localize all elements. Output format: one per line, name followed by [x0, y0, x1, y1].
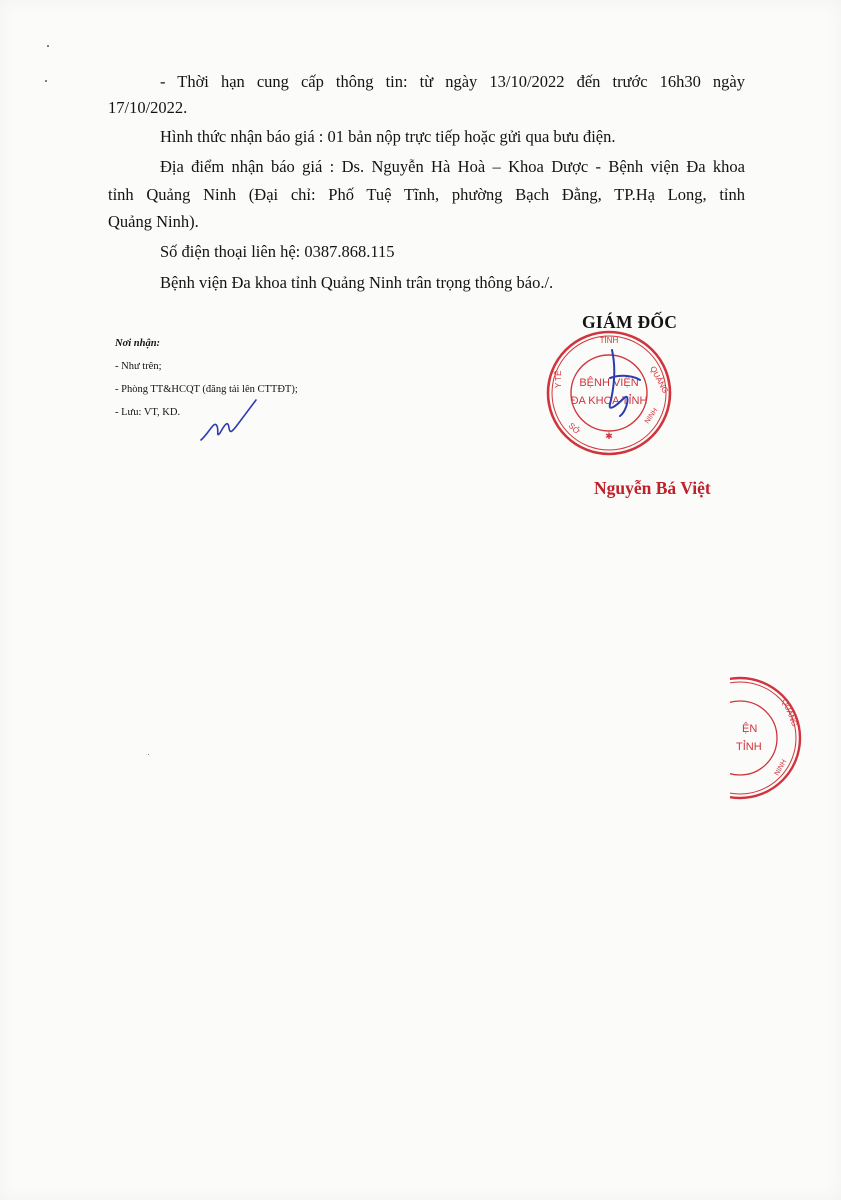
receipt-form: Hình thức nhận báo giá : 01 bản nộp trực tiếp hoặc gửi qua bưu điện. [160, 127, 616, 146]
contact-phone: Số điện thoại liên hệ: 0387.868.115 [160, 242, 395, 261]
recipients-title: Nơi nhận: [115, 338, 161, 349]
recipient-item: - Như trên; [115, 361, 162, 372]
receipt-location-line-3: Quảng Ninh). [108, 212, 199, 231]
seal-line-2: ĐA KHOA TỈNH [570, 395, 648, 407]
deadline-line-2: 17/10/2022. [108, 98, 188, 117]
closing-statement: Bệnh viện Đa khoa tỉnh Quảng Ninh trân trọng thông báo./. [160, 273, 554, 292]
hospital-seal [544, 328, 674, 458]
partial-seal-ring-bottom: NINH [773, 758, 789, 777]
scan-speck [148, 754, 149, 755]
signature-title: GIÁM ĐỐC [582, 312, 678, 332]
seal-line-1: BỆNH VIỆN [579, 377, 639, 389]
seal-ring-bottom-right: NINH [643, 407, 660, 426]
partial-seal-ring-right: QUẢNG [780, 697, 800, 728]
seal-ring-right: QUẢNG [648, 364, 670, 395]
partial-seal-line-1: ỆN [742, 723, 758, 735]
svg-text:✱: ✱ [605, 431, 613, 441]
initials-signature [198, 398, 260, 444]
deadline-line-1: - Thời hạn cung cấp thông tin: từ ngày 13/10/2022 đến trước 16h30 ngày [160, 72, 745, 91]
recipient-item: - Phòng TT&HCQT (đăng tải lên CTTĐT); [115, 384, 298, 395]
recipient-item: - Lưu: VT, KD. [115, 407, 181, 418]
partial-seal-line-2: TỈNH [736, 741, 762, 753]
seal-ring-left: Y TẾ [554, 370, 563, 388]
receipt-location-line-2: tỉnh Quảng Ninh (Đại chỉ: Phố Tuệ Tĩnh, phường Bạch Đằng, TP.Hạ Long, tỉnh [108, 185, 745, 204]
scan-speck [47, 45, 49, 47]
seal-ring-bottom-left: SỞ [566, 421, 582, 437]
receipt-location-line-1: Địa điểm nhận báo giá : Ds. Nguyễn Hà Hoà – Khoa Dược - Bệnh viện Đa khoa [160, 157, 745, 176]
seal-ring-top: TỈNH [599, 336, 619, 345]
scan-speck [45, 80, 47, 82]
signer-name: Nguyễn Bá Việt [594, 478, 711, 498]
partial-seal [730, 672, 808, 802]
